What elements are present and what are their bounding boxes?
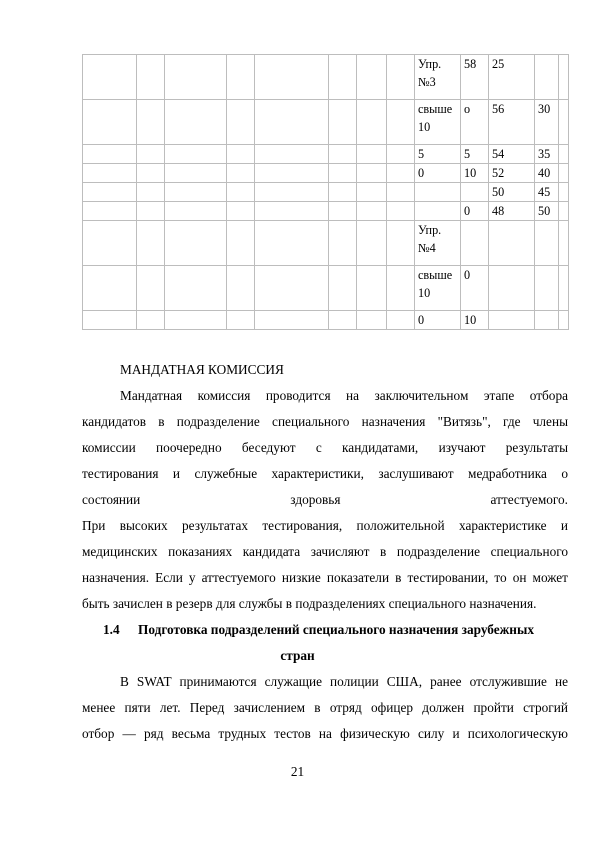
table-cell [165,202,227,221]
table-cell [387,311,415,330]
table-cell [83,145,137,164]
table-cell [357,145,387,164]
enrollment-paragraph [82,513,568,617]
table-row [83,183,569,202]
paragraph-line: медицинских показаниях кандидата зачисляют в подразделение специального [82,544,568,559]
table-cell: свыше 10 [415,266,461,311]
table-cell [83,164,137,183]
paragraph-line: состоянии здоровья аттестуемого. [82,492,568,507]
table-cell [387,55,415,100]
section-title: Подготовка подразделений специального назначения зарубежных [138,622,534,637]
table-cell [489,221,535,266]
table-cell [227,164,255,183]
table-cell [83,202,137,221]
table-cell [83,311,137,330]
table-cell [559,311,569,330]
table-cell [165,266,227,311]
table-row [83,100,569,145]
table-cell [137,55,165,100]
paragraph-line: При высоких результатах тестирования, положительной характеристике и [82,518,568,533]
table-cell [227,311,255,330]
table-cell [165,183,227,202]
table-cell [227,202,255,221]
table-cell [227,183,255,202]
table-cell [137,145,165,164]
table-cell [255,55,329,100]
table-cell [357,311,387,330]
table-cell [329,183,357,202]
table-cell [357,202,387,221]
table-row [83,221,569,266]
standards-table [82,54,569,330]
paragraph-line: В SWAT принимаются служащие полиции США, ранее отслужившие не [120,674,568,689]
table-cell: Упр. №4 [415,221,461,266]
table-cell: 45 [535,183,559,202]
paragraph-line: Мандатная комиссия проводится на заключительном этапе отбора [120,388,568,403]
commission-paragraph [82,383,568,513]
paragraph-line: тестирования и служебные характеристики, заслушивают медработника о [82,466,568,481]
table-cell [387,221,415,266]
table-cell [559,164,569,183]
table-cell [137,164,165,183]
table-cell [415,202,461,221]
paragraph-line: назначения. Если у аттестуемого низкие показатели в тестировании, то он может [82,570,568,585]
table-cell [137,221,165,266]
table-cell [329,164,357,183]
table-cell [329,55,357,100]
table-cell [387,202,415,221]
table-cell [165,55,227,100]
table-cell [329,145,357,164]
commission-heading: МАНДАТНАЯ КОМИССИЯ [120,362,284,377]
table-cell [83,266,137,311]
table-cell [387,164,415,183]
table-cell [227,221,255,266]
table-cell [535,311,559,330]
table-row [83,202,569,221]
table-cell [357,100,387,145]
table-cell [559,221,569,266]
table-cell [357,221,387,266]
table-cell: 50 [489,183,535,202]
paragraph-line: быть зачислен в резерв для службы в подразделениях специального назначения. [82,596,537,611]
table-cell [387,183,415,202]
table-cell [387,100,415,145]
table-cell: о [461,100,489,145]
table-cell [461,183,489,202]
table-cell: 54 [489,145,535,164]
table-cell [165,145,227,164]
table-cell: 52 [489,164,535,183]
table-cell [559,183,569,202]
table-row [83,55,569,100]
table-cell [329,202,357,221]
table-cell: 25 [489,55,535,100]
table-cell [329,266,357,311]
table-cell [559,55,569,100]
table-cell: свыше 10 [415,100,461,145]
table-cell: 30 [535,100,559,145]
table-cell [559,202,569,221]
paragraph-line: кандидатов в подразделение специального назначения "Витязь", где члены [82,414,568,429]
paragraph-line: менее пяти лет. Перед зачислением в отряд офицер должен пройти строгий [82,700,568,715]
table-cell [227,145,255,164]
table-cell: 10 [461,311,489,330]
table-cell [387,145,415,164]
table-cell [489,266,535,311]
table-cell: 35 [535,145,559,164]
table-cell [357,164,387,183]
table-cell: 56 [489,100,535,145]
table-cell [137,202,165,221]
table-cell: 0 [415,164,461,183]
table-cell: 40 [535,164,559,183]
table-cell [137,100,165,145]
table-cell [357,266,387,311]
table-row [83,145,569,164]
paragraph-line: отбор — ряд весьма трудных тестов на физическую силу и психологическую [82,726,568,741]
table-cell [137,311,165,330]
swat-paragraph [82,669,568,747]
table-cell [165,100,227,145]
table-cell [489,311,535,330]
table-cell [83,100,137,145]
table-cell [415,183,461,202]
table-cell [255,164,329,183]
table-row [83,164,569,183]
table-cell [535,55,559,100]
table-cell: 58 [461,55,489,100]
table-cell: 48 [489,202,535,221]
table-cell: 0 [461,266,489,311]
table-row [83,311,569,330]
table-cell [357,183,387,202]
table-cell [83,183,137,202]
table-cell [559,100,569,145]
table-cell [329,221,357,266]
table-cell [461,221,489,266]
table-cell [255,266,329,311]
table-cell [255,202,329,221]
section-number: 1.4 [103,622,120,637]
table-cell [357,55,387,100]
table-cell [165,164,227,183]
table-cell [83,55,137,100]
table-cell [329,100,357,145]
table-cell [387,266,415,311]
table-cell [165,221,227,266]
table-cell: 50 [535,202,559,221]
table-cell [255,100,329,145]
table-cell [137,266,165,311]
table-cell [255,311,329,330]
table-cell [559,266,569,311]
table-cell [535,221,559,266]
table-cell [559,145,569,164]
table-cell [255,183,329,202]
table-cell [255,145,329,164]
table-cell: 0 [415,311,461,330]
table-row [83,266,569,311]
table-cell [227,266,255,311]
table-cell: 0 [461,202,489,221]
table-cell: 5 [415,145,461,164]
table-cell [165,311,227,330]
table-cell: Упр. №3 [415,55,461,100]
table-cell [83,221,137,266]
table-cell [255,221,329,266]
table-cell [535,266,559,311]
table-cell [227,55,255,100]
table-cell [329,311,357,330]
paragraph-line: комиссии поочередно беседуют с кандидатами, изучают результаты [82,440,568,455]
table-cell: 10 [461,164,489,183]
table-cell [227,100,255,145]
table-cell [137,183,165,202]
table-cell: 5 [461,145,489,164]
section-title-continued: стран [280,648,315,663]
page-number: 21 [290,764,305,779]
